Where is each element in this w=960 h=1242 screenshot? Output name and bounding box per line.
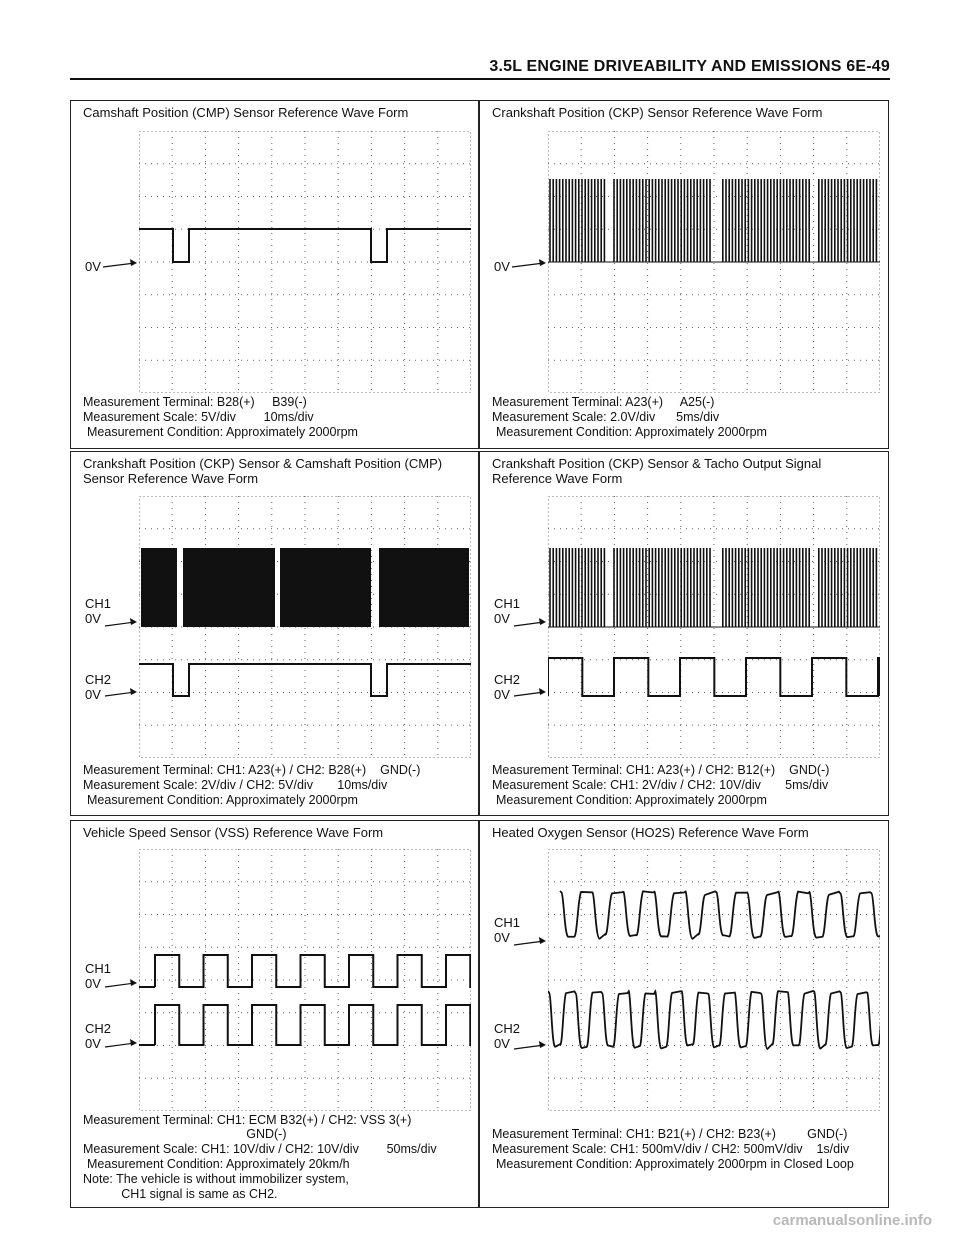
measurement-scale: Measurement Scale: 2.0V/div 5ms/div (492, 410, 720, 424)
ch1-zero-label: CH1 0V (85, 961, 112, 991)
panel-ckp-cmp-waveform (70, 451, 479, 816)
panel-title: Crankshaft Position (CKP) Sensor & Camshaft Position (CMP) Sensor Reference Wave Form (83, 456, 443, 486)
panel-title: Crankshaft Position (CKP) Sensor & Tacho Output Signal Reference Wave Form (492, 456, 822, 486)
ch2-vss-signal-trace (155, 1005, 471, 1045)
panel-vss-waveform (70, 820, 479, 1208)
measurement-terminal: Measurement Terminal: CH1: ECM B32(+) / CH2: VSS 3(+) (83, 1113, 412, 1127)
zero-volt-arrow (510, 257, 548, 271)
oscilloscope-grid (139, 496, 471, 758)
measurement-terminal: Measurement Terminal: CH1: A23(+) / CH2: B12(+) GND(-) (492, 763, 830, 777)
measurement-scale: Measurement Scale: 2V/div / CH2: 5V/div 10ms/div (83, 778, 388, 792)
measurement-condition: Measurement Condition: Approximately 2000rpm (87, 793, 358, 807)
ch2-cmp-signal-trace (139, 664, 471, 696)
measurement-scale: Measurement Scale: CH1: 500mV/div / CH2: 500mV/div 1s/div (492, 1142, 850, 1156)
ch1-ckp-signal-trace (550, 548, 876, 627)
ch1-vss-signal-trace (155, 955, 471, 987)
ch1-arrow (512, 935, 548, 949)
panel-title: Camshaft Position (CMP) Sensor Reference Wave Form (83, 105, 409, 120)
panel-ckp-tacho-waveform (479, 451, 889, 816)
panel-title: Vehicle Speed Sensor (VSS) Reference Wave Form (83, 825, 384, 840)
measurement-terminal-ground: GND(-) (83, 1127, 287, 1141)
header-rule (70, 78, 890, 80)
measurement-condition: Measurement Condition: Approximately 2000rpm (496, 793, 767, 807)
ch1-zero-label: CH1 0V (85, 596, 112, 626)
ch2-arrow (103, 686, 139, 700)
ch2-arrow (103, 1037, 139, 1051)
measurement-terminal: Measurement Terminal: B28(+) B39(-) (83, 395, 307, 409)
ch1-ho2s-signal-trace (560, 891, 880, 939)
measurement-terminal: Measurement Terminal: A23(+) A25(-) (492, 395, 715, 409)
zero-volt-label: 0V (85, 259, 101, 274)
measurement-terminal: Measurement Terminal: CH1: A23(+) / CH2: B28(+) GND(-) (83, 763, 421, 777)
zero-volt-arrow (101, 257, 139, 271)
ch2-zero-label: CH2 0V (494, 672, 521, 702)
ch1-ckp-pulse-block (141, 548, 177, 627)
oscilloscope-grid (548, 131, 880, 393)
ch1-arrow (103, 616, 139, 630)
ch2-arrow (512, 1039, 548, 1053)
measurement-scale: Measurement Scale: CH1: 10V/div / CH2: 10V/div 50ms/div (83, 1142, 437, 1156)
page-header: 3.5L ENGINE DRIVEABILITY AND EMISSIONS 6E-49 (489, 58, 890, 75)
ch1-zero-label: CH1 0V (494, 915, 521, 945)
ckp-signal-trace (550, 179, 876, 262)
ch2-zero-label: CH2 0V (85, 1021, 112, 1051)
zero-volt-label: 0V (494, 259, 510, 274)
ch1-ckp-pulse-block (280, 548, 371, 627)
panel-cmp-waveform (70, 100, 479, 449)
measurement-note: Note: The vehicle is without immobilizer system, (83, 1172, 349, 1186)
oscilloscope-grid (139, 849, 471, 1111)
measurement-scale: Measurement Scale: CH1: 2V/div / CH2: 10V/div 5ms/div (492, 778, 829, 792)
oscilloscope-grid (139, 131, 471, 393)
ch2-tacho-signal-trace (548, 658, 880, 696)
ch2-zero-label: CH2 0V (85, 672, 112, 702)
measurement-condition: Measurement Condition: Approximately 2000rpm (87, 425, 358, 439)
ch1-arrow (512, 616, 548, 630)
panel-ho2s-waveform (479, 820, 889, 1208)
measurement-condition: Measurement Condition: Approximately 2000rpm (496, 425, 767, 439)
watermark: carmanualsonline.info (772, 1212, 932, 1229)
oscilloscope-grid (548, 496, 880, 758)
panel-ckp-waveform (479, 100, 889, 449)
measurement-scale: Measurement Scale: 5V/div 10ms/div (83, 410, 314, 424)
ch1-zero-label: CH1 0V (494, 596, 521, 626)
measurement-terminal: Measurement Terminal: CH1: B21(+) / CH2: B23(+) GND(-) (492, 1127, 848, 1141)
ch1-ckp-pulse-block (379, 548, 469, 627)
oscilloscope-grid (548, 849, 880, 1111)
measurement-condition: Measurement Condition: Approximately 2000rpm in Closed Loop (496, 1157, 854, 1171)
measurement-condition: Measurement Condition: Approximately 20km/h (87, 1157, 350, 1171)
ch2-arrow (512, 686, 548, 700)
ch1-arrow (103, 977, 139, 991)
panel-title: Crankshaft Position (CKP) Sensor Reference Wave Form (492, 105, 823, 120)
ch2-zero-label: CH2 0V (494, 1021, 521, 1051)
panel-title: Heated Oxygen Sensor (HO2S) Reference Wave Form (492, 825, 809, 840)
measurement-note-cont: CH1 signal is same as CH2. (83, 1187, 278, 1201)
ch1-ckp-pulse-block (183, 548, 275, 627)
